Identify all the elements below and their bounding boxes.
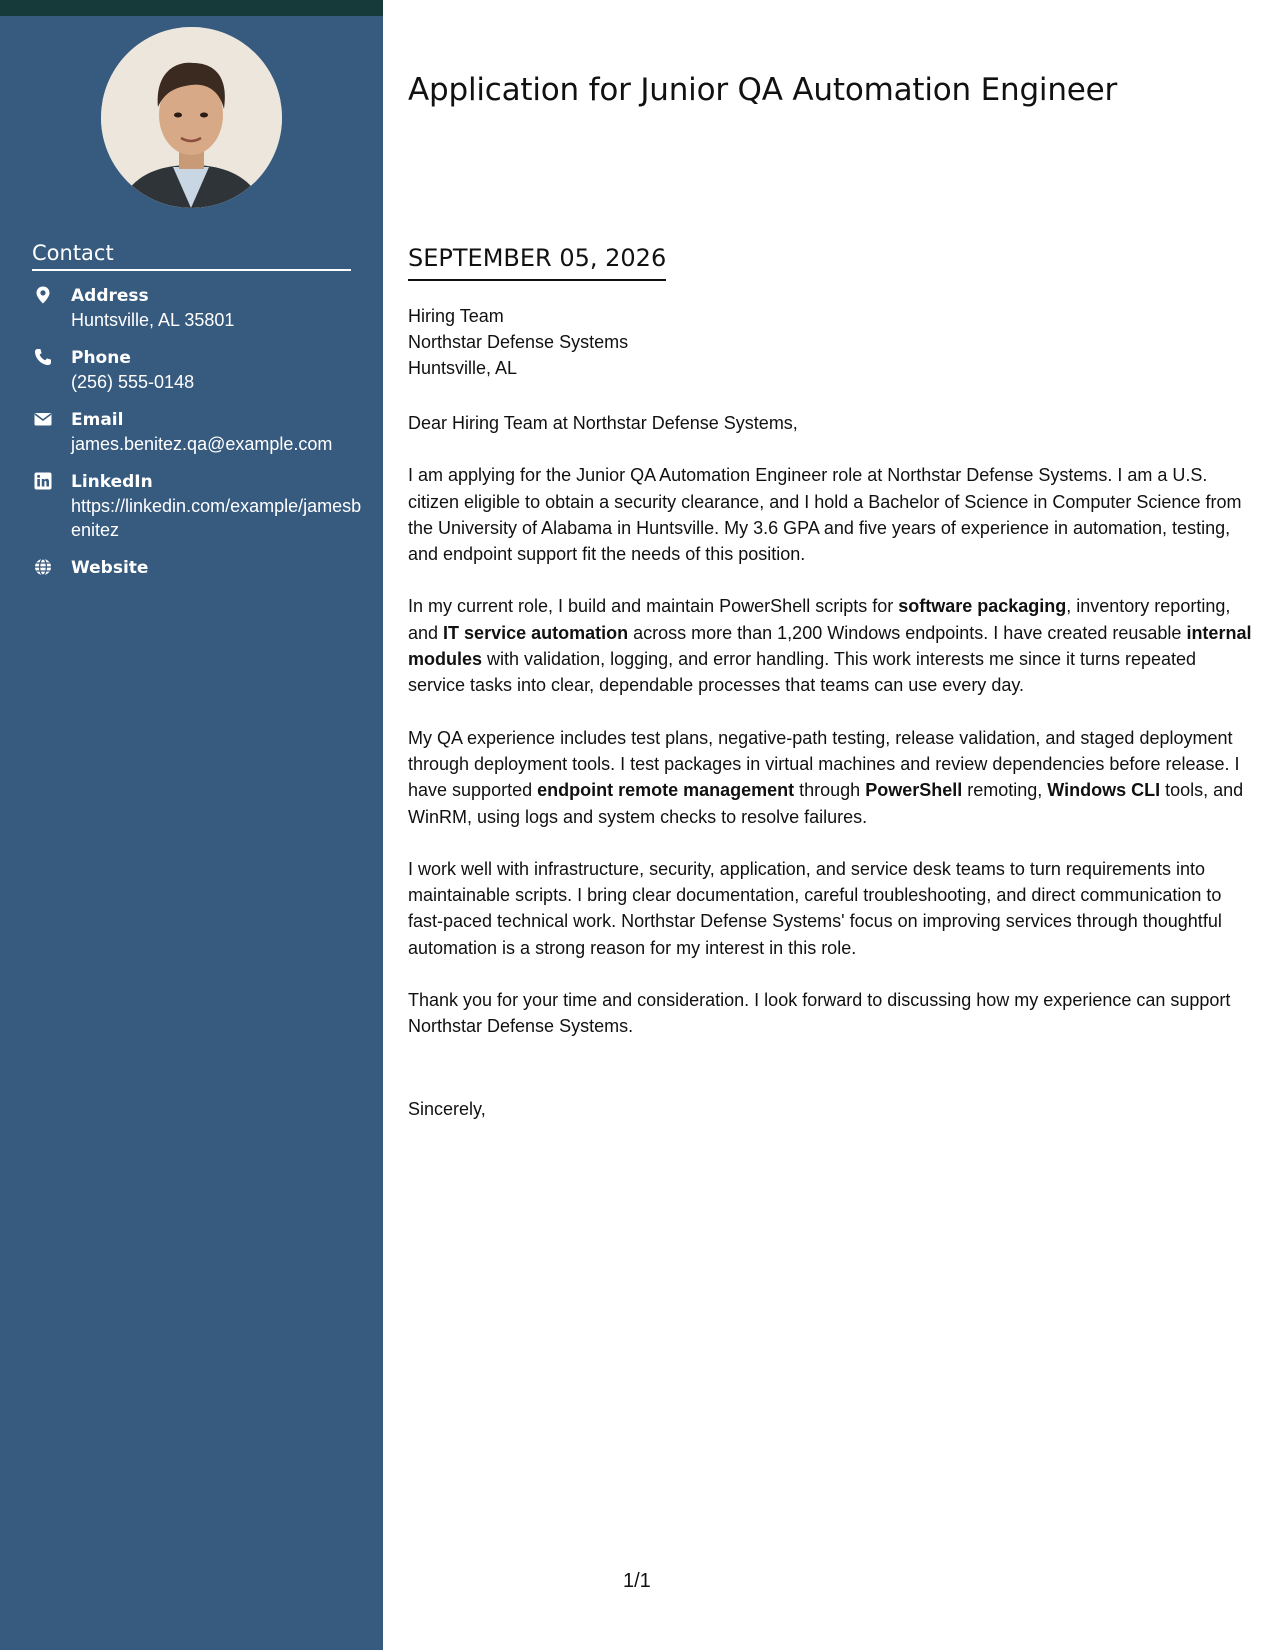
text-run: In my current role, I build and maintain PowerShell scripts for — [408, 596, 899, 617]
address-value: Huntsville, AL 35801 — [71, 310, 235, 330]
page-title: Application for Junior QA Automation Engineer — [408, 72, 1118, 108]
sidebar-top-bar — [0, 0, 383, 16]
text-run: tools, and WinRM, using logs and system checks to resolve failures. — [408, 780, 1244, 827]
contact-item-website — [32, 556, 362, 580]
recipient-company: Northstar Defense Systems — [408, 332, 629, 352]
bold-phrase: software packaging — [898, 596, 1067, 617]
sidebar — [0, 0, 383, 1650]
globe-icon — [34, 558, 52, 576]
linkedin-icon — [34, 472, 52, 490]
text-run: through — [794, 780, 866, 801]
contact-item-phone — [32, 346, 362, 394]
bold-phrase: internal modules — [408, 622, 1252, 670]
letter-date: SEPTEMBER 05, 2026 — [408, 244, 666, 281]
paragraph-4: I work well with infrastructure, security, application, and service desk teams to turn requirements into maintainable scripts. I bring clear documentation, careful troubleshooting, and direct communication to fast-paced technical work. Northstar Defense Systems' focus on improving services through thoughtful automation is a strong reason for my interest in this role. — [408, 858, 1222, 958]
closing: Sincerely, — [408, 1099, 486, 1119]
address-label: Address — [71, 286, 149, 306]
envelope-icon — [34, 410, 52, 428]
text-run: with validation, logging, and error handling. This work interests me since it turns repeated service tasks into clear, dependable processes that teams can use every day. — [408, 649, 1197, 696]
salutation: Dear Hiring Team at Northstar Defense Systems, — [408, 413, 798, 433]
contact-item-linkedin — [32, 470, 362, 542]
recipient-block — [408, 303, 1253, 381]
contact-list — [32, 284, 362, 594]
page-number: 1/1 — [623, 1570, 651, 1592]
letter-body — [408, 410, 1253, 1066]
website-label: Website — [71, 558, 149, 578]
bold-phrase: IT service automation — [443, 622, 629, 643]
text-run: remoting, — [962, 780, 1048, 801]
phone-label: Phone — [71, 348, 131, 368]
email-label: Email — [71, 410, 124, 430]
recipient-location: Huntsville, AL — [408, 358, 518, 378]
text-run: My QA experience includes test plans, negative-path testing, release validation, and staged deployment through deployment tools. I test packages in virtual machines and review dependencies before release. I have supported — [408, 727, 1240, 801]
contact-item-email — [32, 408, 362, 456]
bold-phrase: endpoint remote management — [537, 780, 795, 801]
phone-icon — [34, 348, 52, 366]
avatar — [101, 27, 282, 208]
text-run: across more than 1,200 Windows endpoints. I have created reusable — [628, 622, 1187, 643]
contact-item-address — [32, 284, 362, 332]
bold-phrase: PowerShell — [865, 780, 963, 801]
recipient-name: Hiring Team — [408, 306, 504, 326]
map-pin-icon — [34, 286, 52, 304]
paragraph-5: Thank you for your time and consideration. I look forward to discussing how my experience can support Northstar Defense Systems. — [408, 990, 1231, 1037]
paragraph-2 — [408, 593, 1253, 698]
profile-photo — [101, 27, 282, 208]
paragraph-1: I am applying for the Junior QA Automation Engineer role at Northstar Defense Systems. I am a U.S. citizen eligible to obtain a security clearance, and I hold a Bachelor of Science in Computer Science from the University of Alabama in Huntsville. My 3.6 GPA and five years of experience in automation, testing, and endpoint support fit the needs of this position. — [408, 465, 1242, 565]
email-value[interactable]: james.benitez.qa@example.com — [71, 434, 333, 454]
bold-phrase: Windows CLI — [1047, 780, 1161, 801]
paragraph-3 — [408, 725, 1253, 830]
contact-heading: Contact — [32, 241, 351, 271]
text-run: , inventory reporting, and — [408, 596, 1231, 643]
linkedin-value[interactable]: https://linkedin.com/example/jamesbenitez — [71, 496, 362, 540]
phone-value: (256) 555-0148 — [71, 372, 195, 392]
linkedin-label: LinkedIn — [71, 472, 153, 492]
